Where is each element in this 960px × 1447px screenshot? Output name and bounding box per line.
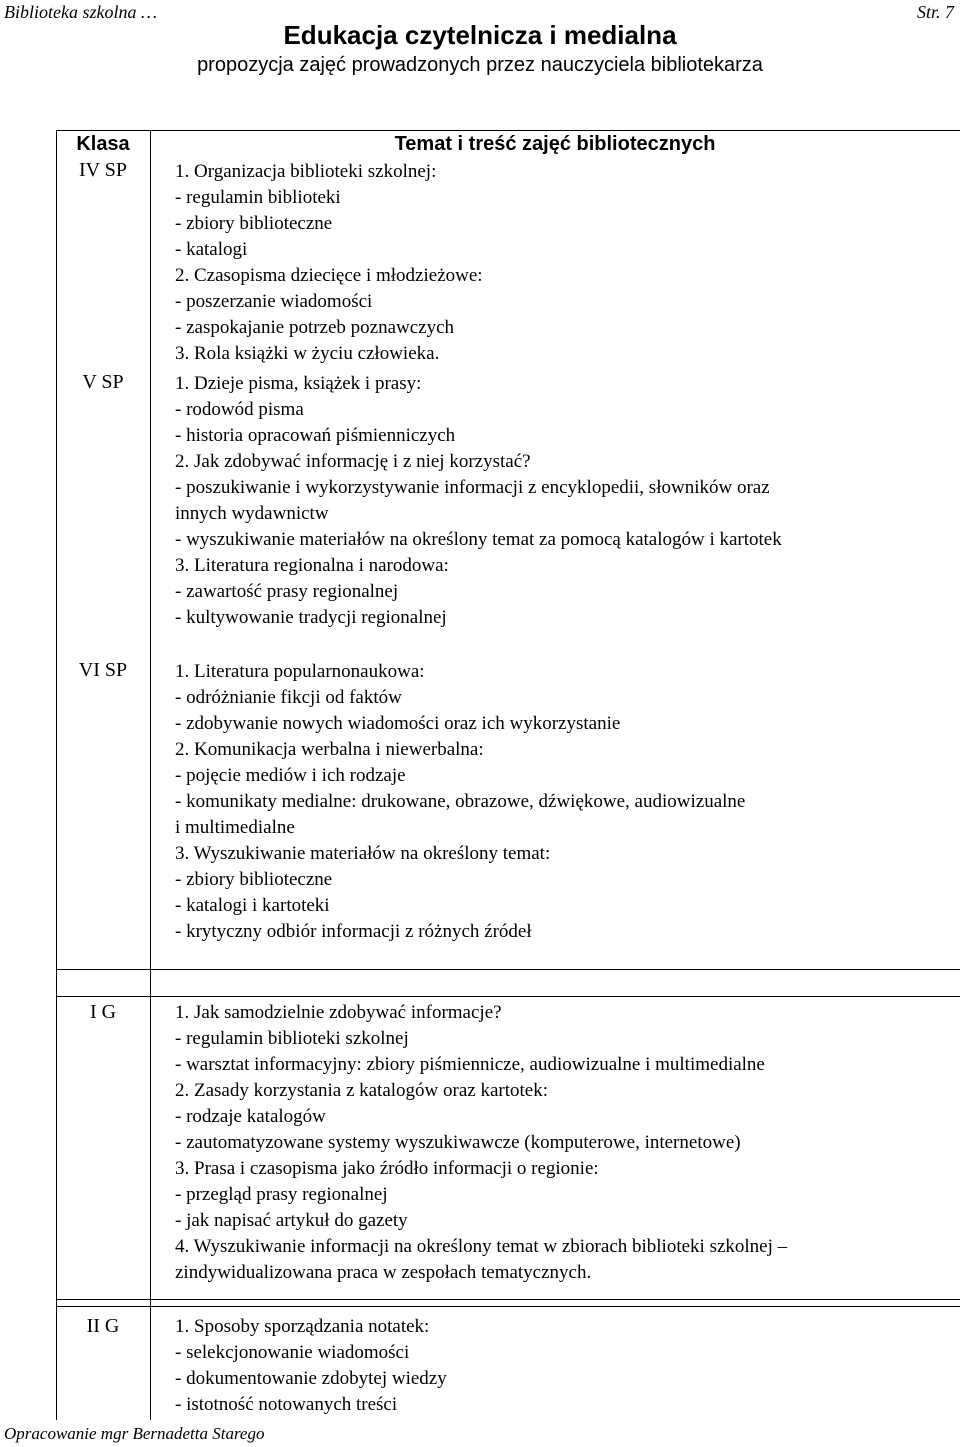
content-line: - historia opracowań piśmienniczych xyxy=(175,425,456,446)
column-header-temat: Temat i treść zajęć bibliotecznych xyxy=(394,133,716,155)
content-line: - jak napisać artykuł do gazety xyxy=(175,1210,408,1231)
content-line: - regulamin biblioteki szkolnej xyxy=(175,1028,409,1049)
content-line: - poszukiwanie i wykorzystywanie informacji z encyklopedii, słowników oraz xyxy=(175,477,770,498)
column-header-klasa: Klasa xyxy=(76,133,130,155)
content-line: - wyszukiwanie materiałów na określony temat za pomocą katalogów i kartotek xyxy=(175,529,782,550)
table-column-divider xyxy=(150,130,151,1420)
content-line: - zautomatyzowane systemy wyszukiwawcze (komputerowe, internetowe) xyxy=(175,1132,741,1153)
content-line: 2. Komunikacja werbalna i niewerbalna: xyxy=(175,739,484,760)
content-line: 3. Wyszukiwanie materiałów na określony temat: xyxy=(175,843,551,864)
content-line: i multimedialne xyxy=(175,817,295,838)
content-line: - warsztat informacyjny: zbiory piśmiennicze, audiowizualne i multimedialne xyxy=(175,1054,765,1075)
content-line: 1. Sposoby sporządzania notatek: xyxy=(175,1316,430,1337)
class-label: V SP xyxy=(82,371,124,393)
content-line: 1. Literatura popularnonaukowa: xyxy=(175,661,425,682)
content-line: - zaspokajanie potrzeb poznawczych xyxy=(175,317,455,338)
table-left-border xyxy=(56,130,57,1420)
table-divider xyxy=(56,1306,960,1307)
row-content xyxy=(175,159,955,367)
content-line: - dokumentowanie zdobytej wiedzy xyxy=(175,1368,447,1389)
content-line: innych wydawnictw xyxy=(175,503,329,524)
content-line: 1. Jak samodzielnie zdobywać informacje? xyxy=(175,1002,502,1023)
content-line: - katalogi i kartoteki xyxy=(175,895,330,916)
content-line: 1. Dzieje pisma, książek i prasy: xyxy=(175,373,422,394)
content-line: - odróżnianie fikcji od faktów xyxy=(175,687,402,708)
content-line: 2. Jak zdobywać informację i z niej korzystać? xyxy=(175,451,531,472)
table-divider xyxy=(56,969,960,970)
class-label: II G xyxy=(86,1315,120,1337)
content-line: - pojęcie mediów i ich rodzaje xyxy=(175,765,406,786)
content-line: 4. Wyszukiwanie informacji na określony temat w zbiorach biblioteki szkolnej – xyxy=(175,1236,788,1257)
class-label: IV SP xyxy=(79,159,127,181)
content-line: - zbiory biblioteczne xyxy=(175,869,333,890)
content-line: zindywidualizowana praca w zespołach tematycznych. xyxy=(175,1262,592,1283)
content-line: - krytyczny odbiór informacji z różnych źródeł xyxy=(175,921,532,942)
content-line: 3. Rola książki w życiu człowieka. xyxy=(175,343,440,364)
content-line: - katalogi xyxy=(175,239,248,260)
document-subtitle: propozycja zajęć prowadzonych przez nauczyciela bibliotekarza xyxy=(197,54,763,76)
class-label: VI SP xyxy=(78,659,128,681)
content-line: - selekcjonowanie wiadomości xyxy=(175,1342,410,1363)
footer-author: Opracowanie mgr Bernadetta Starego xyxy=(4,1424,265,1443)
content-line: 3. Prasa i czasopisma jako źródło informacji o regionie: xyxy=(175,1158,599,1179)
content-line: - istotność notowanych treści xyxy=(175,1394,398,1415)
content-line: - komunikaty medialne: drukowane, obrazowe, dźwiękowe, audiowizualne xyxy=(175,791,746,812)
content-line: - przegląd prasy regionalnej xyxy=(175,1184,388,1205)
content-line: 2. Zasady korzystania z katalogów oraz kartotek: xyxy=(175,1080,548,1101)
table-divider xyxy=(56,996,960,997)
row-content xyxy=(175,1314,955,1418)
content-line: - poszerzanie wiadomości xyxy=(175,291,373,312)
class-label: I G xyxy=(89,1001,117,1023)
table-divider xyxy=(56,1299,960,1300)
table-top-border xyxy=(56,130,960,131)
content-line: 2. Czasopisma dziecięce i młodzieżowe: xyxy=(175,265,483,286)
row-content xyxy=(175,1000,955,1286)
content-line: - regulamin biblioteki xyxy=(175,187,341,208)
content-line: - zdobywanie nowych wiadomości oraz ich wykorzystanie xyxy=(175,713,621,734)
row-content xyxy=(175,659,955,945)
row-content xyxy=(175,371,955,631)
content-line: 3. Literatura regionalna i narodowa: xyxy=(175,555,449,576)
document-title: Edukacja czytelnicza i medialna xyxy=(283,20,677,50)
content-line: - kultywowanie tradycji regionalnej xyxy=(175,607,447,628)
page-number: Str. 7 xyxy=(916,2,954,22)
content-line: 1. Organizacja biblioteki szkolnej: xyxy=(175,161,437,182)
content-line: - rodzaje katalogów xyxy=(175,1106,326,1127)
content-line: - zawartość prasy regionalnej xyxy=(175,581,399,602)
content-line: - zbiory biblioteczne xyxy=(175,213,333,234)
running-header-title: Biblioteka szkolna … xyxy=(4,2,157,22)
content-line: - rodowód pisma xyxy=(175,399,304,420)
